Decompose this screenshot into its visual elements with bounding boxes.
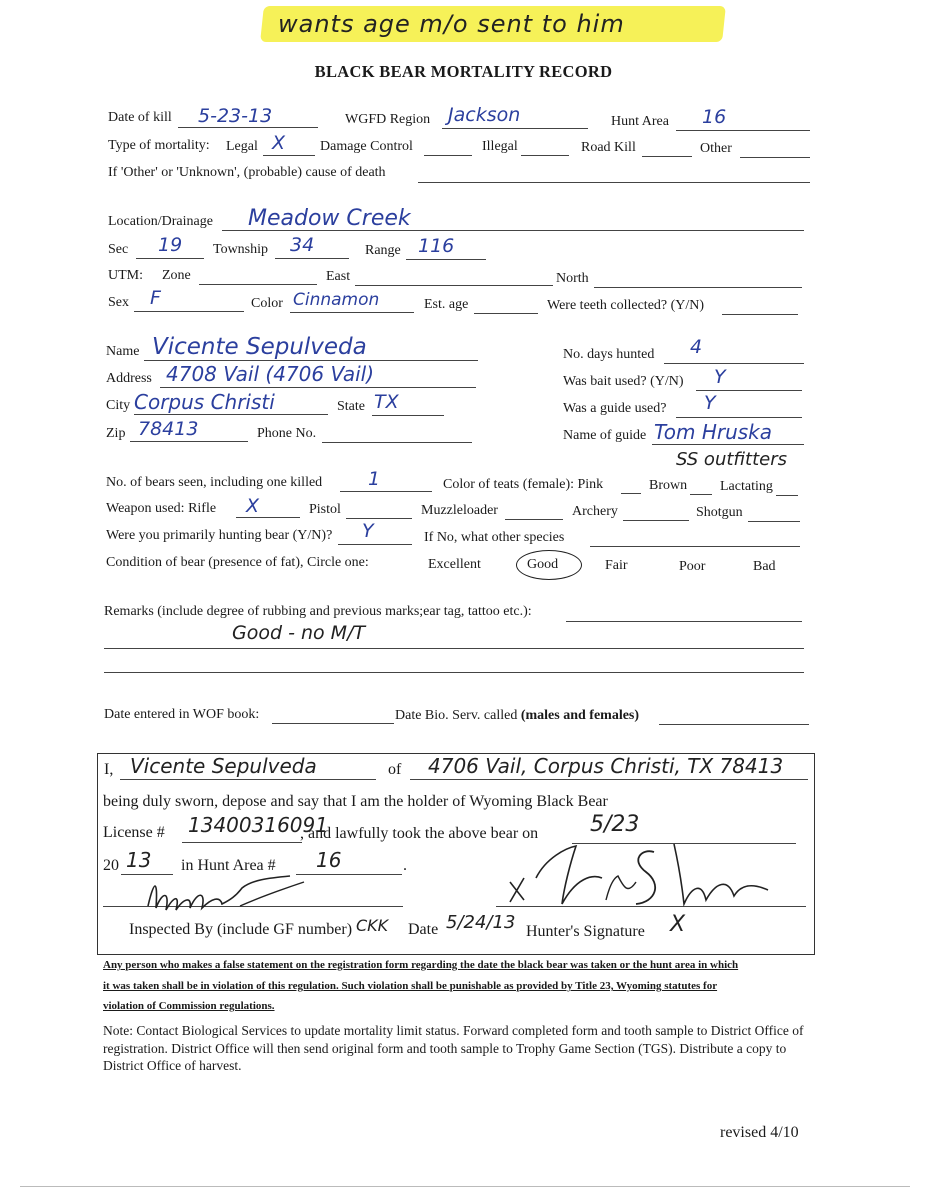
hunter-signature-label: Hunter's Signature [526,923,645,940]
affidavit-name: Vicente Sepulveda [130,754,317,778]
bears-seen-value: 1 [368,468,381,490]
name-label: Name [106,344,140,359]
affidavit-year-prefix: 20 [103,857,119,874]
sex-label: Sex [108,295,129,310]
brown-label: Brown [649,478,688,493]
legal-label: Legal [226,139,258,154]
cause-of-death-label: If 'Other' or 'Unknown', (probable) cause of death [108,165,386,180]
sec-label: Sec [108,242,129,257]
guide-used-value: Y [704,392,716,414]
wgfd-region-label: WGFD Region [345,112,431,127]
township-label: Township [213,242,269,257]
illegal-label: Illegal [482,139,518,154]
poor-option: Poor [679,559,706,574]
date-label: Date [408,921,439,938]
inspector-signature [140,870,310,920]
date-of-kill-value: 5-23-13 [198,105,273,127]
gf-number-value: CKK [356,916,389,935]
affidavit-sworn: being duly sworn, depose and say that I am the holder of Wyoming Black Bear [103,793,608,810]
date-signed-value: 5/24/13 [446,912,516,933]
range-label: Range [365,243,401,258]
zip-label: Zip [106,426,126,441]
teats-label: Color of teats (female): Pink [443,477,604,492]
wgfd-region-value: Jackson [448,104,521,126]
sex-value: F [150,287,161,309]
range-value: 116 [418,235,455,257]
outfitter-value: SS outfitters [676,449,788,470]
license-label: License # [103,824,165,841]
hunter-x-mark: X [670,912,686,937]
township-value: 34 [290,234,315,256]
legal-notice-line-1: Any person who makes a false statement on the registration form regarding the date the black bear was taken or the hunt area in which [103,959,739,971]
remarks-value: Good - no M/T [232,622,366,644]
name-value: Vicente Sepulveda [152,334,367,360]
address-label: Address [106,371,152,386]
affidavit-address: 4706 Vail, Corpus Christi, TX 78413 [428,754,784,778]
type-of-mortality-label: Type of mortality: [108,138,210,153]
guide-name-label: Name of guide [563,428,647,443]
guide-name-value: Tom Hruska [654,420,773,444]
affidavit-period: . [403,857,407,874]
bait-used-value: Y [714,366,726,388]
zip-value: 78413 [138,418,199,440]
muzzleloader-label: Muzzleloader [421,503,498,518]
note-text: Note: Contact Biological Services to update mortality limit status. Forward completed form and tooth sample to District Office of registration. District Office will then send original form and tooth sample to Trophy Game Section (TGS). Distribute a copy to District Office of harvest. [103,1023,804,1073]
pistol-label: Pistol [309,502,341,517]
rifle-mark: X [246,495,260,517]
archery-label: Archery [572,504,618,519]
affidavit-of: of [388,761,402,778]
lactating-label: Lactating [720,479,773,494]
fair-option: Fair [605,558,628,573]
good-option: Good [527,557,559,572]
license-value: 13400316091 [188,813,328,837]
north-label: North [556,271,589,286]
bad-option: Bad [753,559,776,574]
legal-mark: X [272,132,286,154]
days-hunted-label: No. days hunted [563,347,655,362]
days-hunted-value: 4 [690,336,703,358]
legal-notice-line-3: violation of Commission regulations. [103,1000,275,1012]
remarks-label: Remarks (include degree of rubbing and previous marks;ear tag, tattoo etc.): [104,604,532,619]
affidavit-date: 5/23 [590,812,640,837]
shotgun-label: Shotgun [696,505,743,520]
state-value: TX [374,391,399,413]
legal-notice-line-2: it was taken shall be in violation of this regulation. Such violation shall be punishable as provided by Title 23, Wyoming statutes for [103,980,718,992]
bait-used-label: Was bait used? (Y/N) [563,374,684,389]
color-label: Color [251,296,283,311]
handwritten-note: wants age m/o sent to him [278,10,625,38]
other-label: Other [700,141,732,156]
affidavit-hunt-area: 16 [316,848,342,872]
date-entered-label: Date entered in WOF book: [104,707,260,722]
bears-seen-label: No. of bears seen, including one killed [106,475,323,490]
state-label: State [337,399,365,414]
inspected-by-label: Inspected By (include GF number) [129,921,353,938]
hunter-signature [506,838,786,918]
affidavit-i: I, [104,761,114,778]
city-value: Corpus Christi [134,390,275,414]
zone-label: Zone [162,268,191,283]
location-value: Meadow Creek [248,206,411,231]
city-label: City [106,398,131,413]
date-of-kill-label: Date of kill [108,110,172,125]
date-bio-label: Date Bio. Serv. called (males and females) [395,708,640,723]
primarily-bear-value: Y [362,520,374,542]
damage-control-label: Damage Control [320,139,413,154]
utm-label: UTM: [108,268,143,283]
est-age-label: Est. age [424,297,469,312]
page-title: BLACK BEAR MORTALITY RECORD [314,62,613,81]
condition-label: Condition of bear (presence of fat), Circle one: [106,555,369,570]
color-value: Cinnamon [293,290,380,310]
primarily-bear-label: Were you primarily hunting bear (Y/N)? [106,528,333,543]
teeth-label: Were teeth collected? (Y/N) [547,298,705,313]
road-kill-label: Road Kill [581,140,636,155]
hunt-area-label: Hunt Area [611,114,669,129]
location-label: Location/Drainage [108,214,213,229]
revised-label: revised 4/10 [720,1124,799,1141]
other-species-label: If No, what other species [424,530,565,545]
address-value: 4708 Vail (4706 Vail) [166,362,375,386]
east-label: East [326,269,351,284]
affidavit-hunt-area-label: in Hunt Area # [181,857,276,874]
weapon-label: Weapon used: Rifle [106,501,217,516]
phone-label: Phone No. [257,426,317,441]
excellent-option: Excellent [428,557,481,572]
affidavit-took: , and lawfully took the above bear on [300,825,539,842]
sec-value: 19 [158,234,183,256]
affidavit-year: 13 [126,848,152,872]
guide-used-label: Was a guide used? [563,401,667,416]
hunt-area-value: 16 [702,106,727,128]
